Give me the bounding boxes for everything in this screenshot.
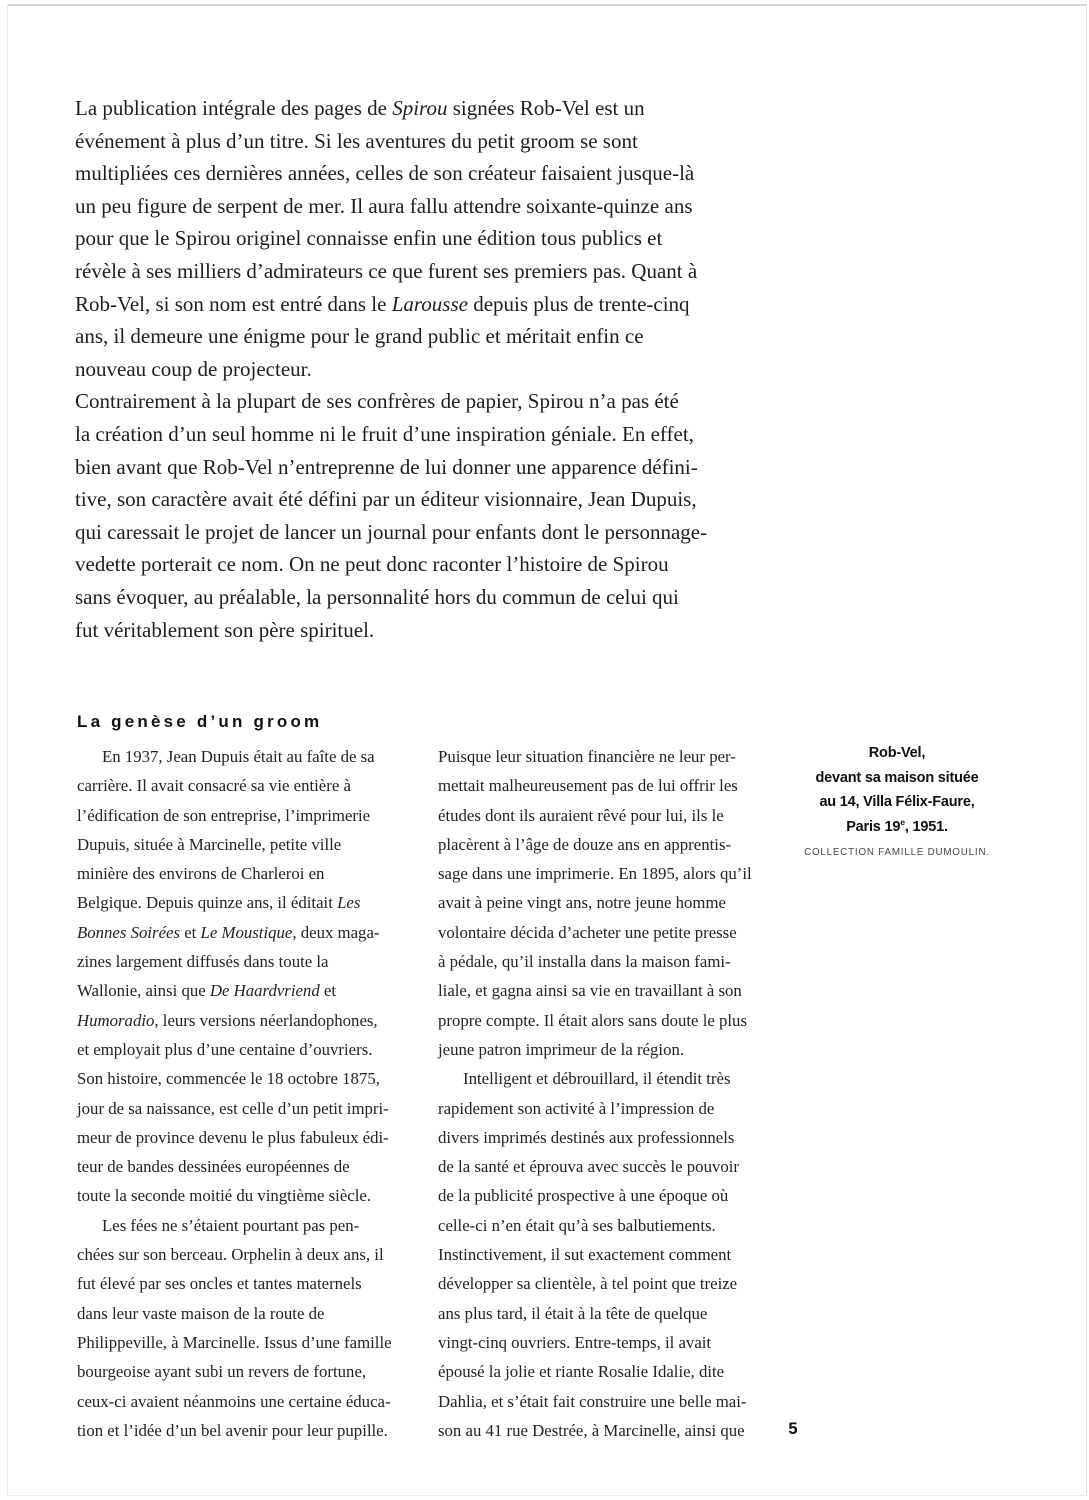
text-line: Philippeville, à Marcinelle. Issus d’une famille (77, 1332, 392, 1352)
text-line: Intelligent et débrouillard, il étendit très (463, 1069, 731, 1089)
paragraph (77, 1211, 417, 1445)
text-line: Contrairement à la plupart de ses confrères de papier, Spirou n’a pas été (75, 389, 679, 414)
paragraph (438, 1064, 783, 1445)
text-line: vingt-cinq ouvriers. Entre-temps, il avait (438, 1332, 712, 1352)
text-line: Belgique. Depuis quinze ans, il éditait Les (77, 893, 361, 913)
text-line: propre compte. Il était alors sans doute le plus (438, 1010, 747, 1030)
text-line: qui caressait le projet de lancer un journal pour enfants dont le personnage- (75, 519, 708, 544)
text-line: Humoradio, leurs versions néerlandophones, (77, 1010, 378, 1030)
text-line: études dont ils auraient rêvé pour lui, ils le (438, 805, 724, 825)
text-line: ans, il demeure une énigme pour le grand public et méritait enfin ce (75, 324, 644, 349)
text-line: toute la seconde moitié du vingtième siècle. (77, 1186, 372, 1206)
text-line: dans leur vaste maison de la route de (77, 1303, 325, 1323)
text-line: de la publicité prospective à une époque où (438, 1186, 729, 1206)
text-line: divers imprimés destinés aux professionnels (438, 1127, 735, 1147)
text-line: jeune patron imprimeur de la région. (438, 1039, 685, 1059)
text-line: son au 41 rue Destrée, à Marcinelle, ainsi que (438, 1420, 745, 1440)
caption-credit: COLLECTION FAMILLE DUMOULIN. (804, 847, 990, 858)
photo-caption (786, 741, 1008, 859)
text-line: Bonnes Soirées et Le Moustique, deux maga- (77, 922, 380, 942)
text-line: zines largement diffusés dans toute la (77, 952, 329, 972)
section-heading: La genèse d’un groom (77, 712, 323, 731)
text-line: développer sa clientèle, à tel point que treize (438, 1274, 738, 1294)
text-line: Son histoire, commencée le 18 octobre 1875, (77, 1069, 380, 1089)
text-line: avait à peine vingt ans, notre jeune homme (438, 893, 726, 913)
text-line: teur de bandes dessinées européennes de (77, 1157, 350, 1177)
text-line: sage dans une imprimerie. En 1895, alors qu’il (438, 864, 752, 884)
text-line: bourgeoise ayant subi un revers de fortune, (77, 1362, 367, 1382)
text-line: un peu figure de serpent de mer. Il aura fallu attendre soixante-quinze ans (75, 193, 693, 218)
text-line: mettait malheureusement pas de lui offrir les (438, 776, 738, 796)
text-line: Rob-Vel, si son nom est entré dans le Larousse depuis plus de trente-cinq (75, 291, 690, 316)
text-line: Puisque leur situation financière ne leur per- (438, 747, 736, 766)
text-line: Paris 19e, 1951. (846, 816, 948, 835)
text-line: chées sur son berceau. Orphelin à deux ans, il (77, 1245, 384, 1265)
text-line: de la santé et éprouva avec succès le pouvoir (438, 1157, 739, 1177)
paragraph (77, 742, 417, 1211)
text-line: tion et l’idée d’un bel avenir pour leur pupille. (77, 1420, 388, 1440)
text-line: événement à plus d’un titre. Si les aventures du petit groom se sont (75, 128, 638, 153)
text-line: Les fées ne s’étaient pourtant pas pen- (102, 1215, 360, 1235)
caption-text (786, 741, 1008, 839)
text-line: fut élevé par ses oncles et tantes maternels (77, 1274, 362, 1294)
text-line: carrière. Il avait consacré sa vie entière à (77, 776, 351, 796)
text-line: Instinctivement, il sut exactement comment (438, 1245, 732, 1265)
text-line: liale, et gagna ainsi sa vie en travaillant à son (438, 981, 742, 1001)
text-line: et employait plus d’une centaine d’ouvriers. (77, 1039, 373, 1059)
text-line: minière des environs de Charleroi en (77, 864, 325, 884)
text-line: épousé la jolie et riante Rosalie Idalie, dite (438, 1362, 725, 1382)
text-line: multipliées ces dernières années, celles de son créateur faisaient jusque-là (75, 161, 695, 186)
text-column-2 (438, 742, 783, 1445)
text-line: sans évoquer, au préalable, la personnalité hors du commun de celui qui (75, 584, 679, 609)
text-line: l’édification de son entreprise, l’imprimerie (77, 805, 371, 825)
text-line: celle-ci n’en était qu’à ses balbutiements. (438, 1215, 716, 1235)
text-line: La publication intégrale des pages de Spirou signées Rob-Vel est un (75, 96, 645, 120)
text-line: Dupuis, située à Marcinelle, petite ville (77, 834, 342, 854)
intro-paragraphs (75, 92, 805, 646)
text-line: Wallonie, ainsi que De Haardvriend et (77, 981, 337, 1001)
text-line: meur de province devenu le plus fabuleux édi- (77, 1127, 389, 1147)
text-line: Rob-Vel, (868, 745, 926, 761)
text-line: placèrent à l’âge de douze ans en apprentis- (438, 834, 732, 854)
text-line: vedette porterait ce nom. On ne peut donc raconter l’histoire de Spirou (75, 552, 669, 577)
text-line: la création d’un seul homme ni le fruit d’une inspiration géniale. En effet, (75, 421, 694, 446)
text-line: pour que le Spirou originel connaisse enfin une édition tous publics et (75, 226, 663, 251)
text-line: tive, son caractère avait été défini par un éditeur visionnaire, Jean Dupuis, (75, 487, 697, 512)
text-column-1 (77, 742, 417, 1445)
paragraph (438, 742, 783, 1064)
text-line: devant sa maison située (815, 769, 979, 786)
text-line: volontaire décida d’acheter une petite presse (438, 922, 737, 942)
text-line: En 1937, Jean Dupuis était au faîte de sa (102, 747, 375, 766)
text-line: jour de sa naissance, est celle d’un petit impri- (77, 1098, 389, 1118)
text-line: nouveau coup de projecteur. (75, 356, 312, 381)
text-line: révèle à ses milliers d’admirateurs ce que furent ses premiers pas. Quant à (75, 258, 698, 283)
text-line: rapidement son activité à l’impression de (438, 1098, 715, 1118)
text-line: ans plus tard, il était à la tête de quelque (438, 1303, 708, 1323)
text-line: bien avant que Rob-Vel n’entreprenne de lui donner une apparence défini- (75, 454, 698, 479)
text-line: ceux-ci avaient néanmoins une certaine éduca- (77, 1391, 391, 1411)
text-line: fut véritablement son père spirituel. (75, 617, 375, 642)
text-line: au 14, Villa Félix-Faure, (819, 794, 975, 810)
text-line: à pédale, qu’il installa dans la maison fami- (438, 952, 731, 972)
text-line: Dahlia, et s’était fait construire une belle mai- (438, 1391, 747, 1411)
page-number: 5 (788, 1420, 798, 1438)
